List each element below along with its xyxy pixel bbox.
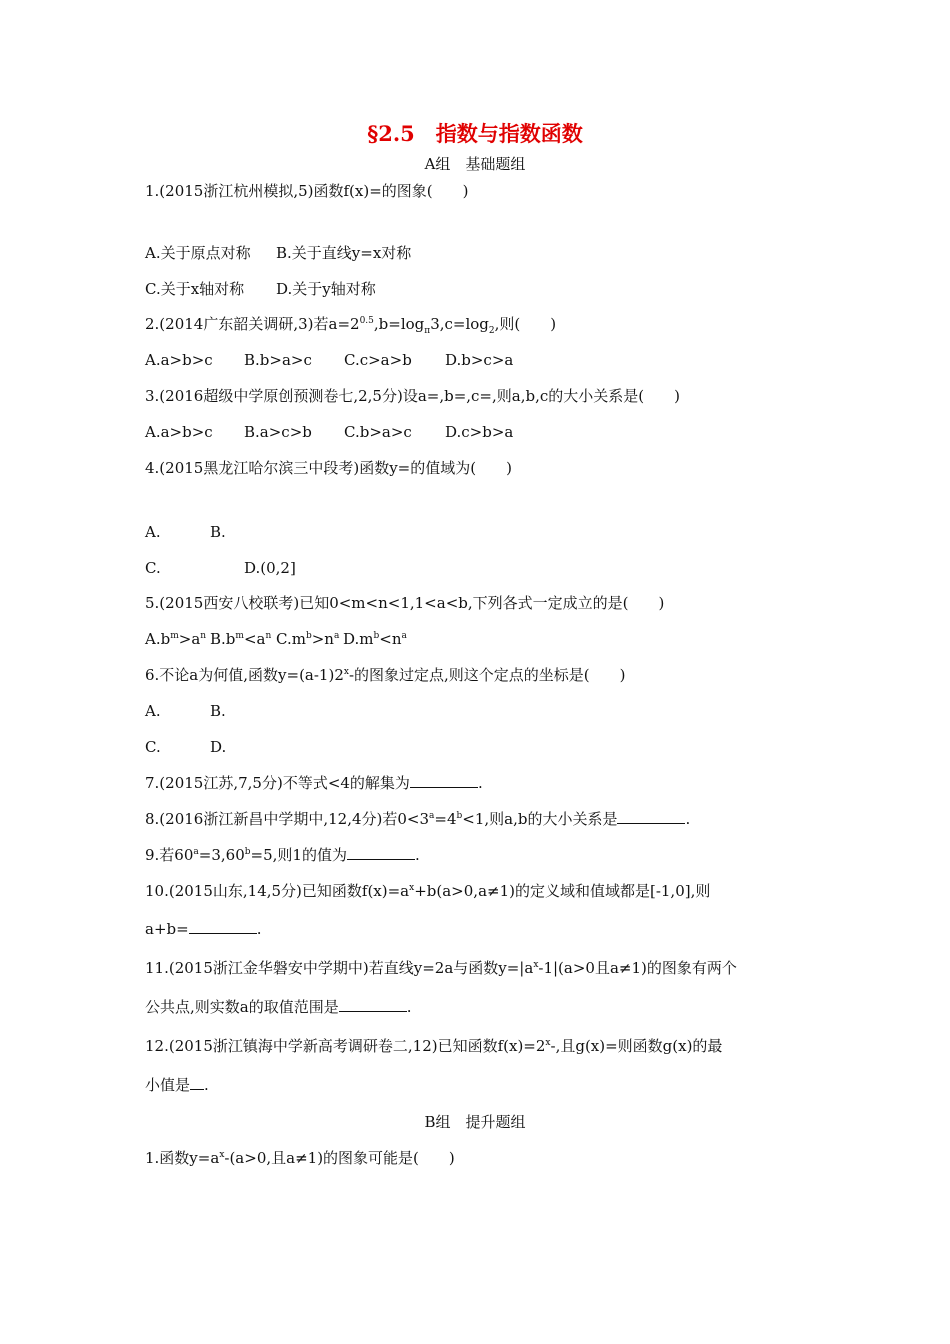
answer-blank bbox=[189, 919, 257, 934]
q6-choice-a: A. bbox=[145, 702, 161, 720]
question-4: 4.(2015黑龙江哈尔滨三中段考)函数y=的值域为( ) bbox=[145, 459, 512, 477]
question-1: 1.(2015浙江杭州模拟,5)函数f(x)=的图象( ) bbox=[145, 182, 469, 200]
q2-choice-c: C.c>a>b bbox=[344, 351, 412, 369]
question-10: 10.(2015山东,14,5分)已知函数$f(x)=a^x+b(a>0,a\ne 1)$的定义域和值域都是[-1,0],则 bbox=[145, 882, 711, 900]
question-5: 5.(2015西安八校联考)已知0<m<n<1,1<a<b,下列各式一定成立的是( ) bbox=[145, 594, 665, 612]
question-10-continued: a+b= . bbox=[145, 920, 262, 938]
q6-choice-b: B. bbox=[210, 702, 226, 720]
section-title: §2.5 指数与指数函数 bbox=[367, 121, 583, 146]
q2-choice-d: D.b>c>a bbox=[445, 351, 514, 369]
question-8: 8.(2016浙江新昌中学期中,12,4分)若$0<3^a=4^b<1$,则a,b的大小关系是 . bbox=[145, 810, 691, 828]
question-9: 9.若$60^a=3,60^b=5$,则1的值为 . bbox=[145, 846, 420, 864]
answer-blank bbox=[190, 1075, 204, 1090]
question-11: 11.(2015浙江金华磐安中学期中)若直线y=2a与函数$y=|a^x-1|(a>0$且a≠1)的图象有两个 bbox=[145, 959, 737, 977]
q3-choice-d: D.c>b>a bbox=[445, 423, 514, 441]
question-6: 6.不论a为何值,函数$y=(a-1)2^x-$的图象过定点,则这个定点的坐标是( ) bbox=[145, 666, 626, 684]
answer-blank bbox=[410, 773, 478, 788]
q2-choice-a: A.a>b>c bbox=[145, 351, 213, 369]
question-3: 3.(2016超级中学原创预测卷七,2,5分)设a=,b=,c=,则a,b,c的大小关系是( ) bbox=[145, 387, 680, 405]
question-7: 7.(2015江苏,7,5分)不等式<4的解集为 . bbox=[145, 774, 483, 792]
q4-choice-a: A. bbox=[145, 523, 161, 541]
answer-blank bbox=[617, 809, 685, 824]
q1-choice-a: A.关于原点对称 bbox=[145, 244, 251, 262]
q4-choice-d: D.(0,2] bbox=[244, 559, 296, 577]
q5-choice-b: $B.b^m<a^n$ bbox=[210, 630, 272, 648]
q2-choice-b: B.b>a>c bbox=[244, 351, 312, 369]
q3-choice-b: B.a>c>b bbox=[244, 423, 312, 441]
question-12: 12.(2015浙江镇海中学新高考调研卷二,12)已知函数$f(x)=2^x-$,且g(x)=则函数g(x)的最 bbox=[145, 1037, 723, 1055]
q4-choice-b: B. bbox=[210, 523, 226, 541]
answer-blank bbox=[347, 845, 415, 860]
question-11-continued: 公共点,则实数a的取值范围是 . bbox=[145, 998, 412, 1016]
q3-choice-a: A.a>b>c bbox=[145, 423, 213, 441]
b-question-1: 1.函数$y=a^x-(a>0$,且a≠1)的图象可能是( ) bbox=[145, 1149, 455, 1167]
q5-choice-d: $D.m^b<n^a$ bbox=[343, 630, 407, 648]
answer-blank bbox=[339, 997, 407, 1012]
q4-choice-c: C. bbox=[145, 559, 161, 577]
q1-choice-c: C.关于x轴对称 bbox=[145, 280, 245, 298]
question-2: 2.(2014广东韶关调研,3)若$a=2^{0.5},b=\log_\pi 3,c=\log_2$,则( ) bbox=[145, 315, 557, 336]
q3-choice-c: C.b>a>c bbox=[344, 423, 412, 441]
q5-choice-c: $C.m^b>n^a$ bbox=[276, 630, 340, 648]
q1-choice-b: B.关于直线y=x对称 bbox=[276, 244, 412, 262]
question-12-continued: 小值是 . bbox=[145, 1076, 209, 1094]
group-a-heading: A组 基础题组 bbox=[424, 155, 526, 173]
q5-choice-a: $A.b^m>a^n$ bbox=[145, 630, 207, 648]
q6-choice-d: D. bbox=[210, 738, 227, 756]
q1-choice-d: D.关于y轴对称 bbox=[276, 280, 376, 298]
q6-choice-c: C. bbox=[145, 738, 161, 756]
group-b-heading: B组 提升题组 bbox=[424, 1113, 526, 1131]
